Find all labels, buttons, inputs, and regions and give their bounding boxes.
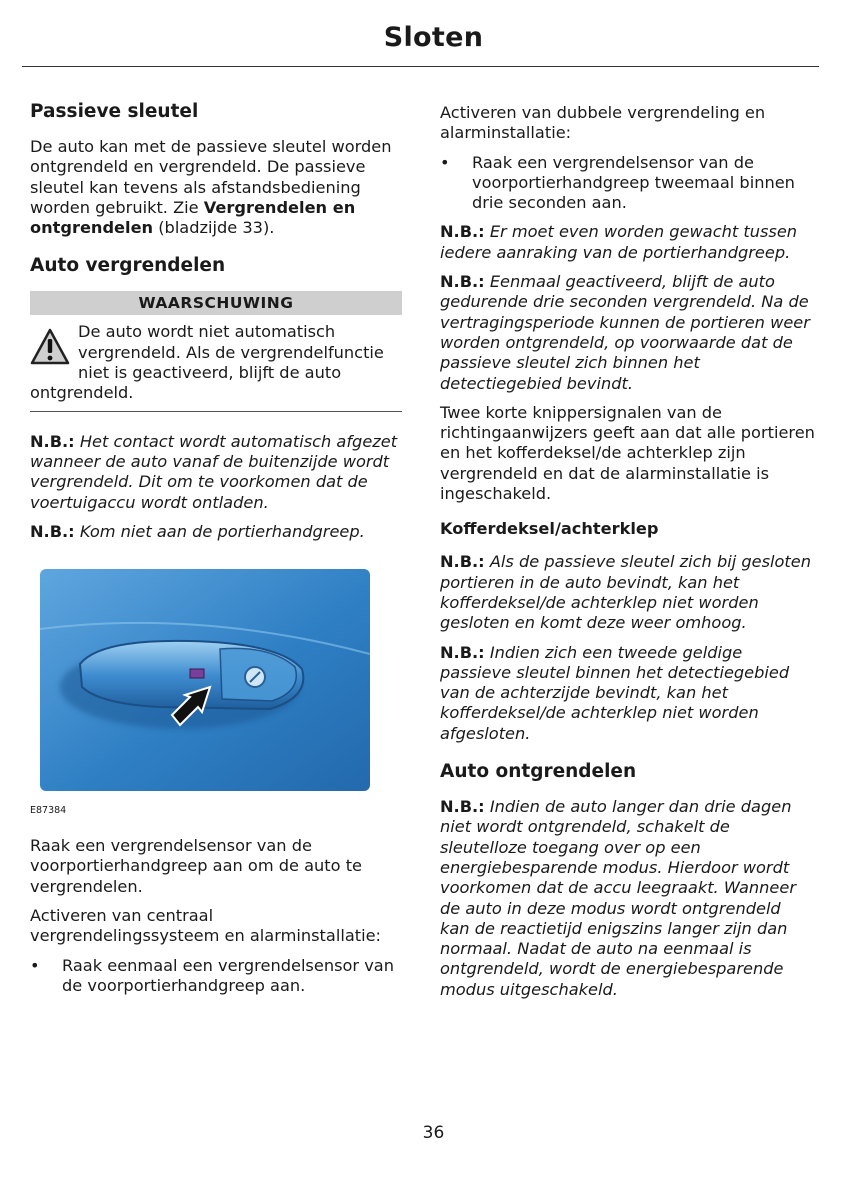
paragraph-touch-sensor: Raak een vergrendelsensor van de voorportierhandgreep aan om de auto te vergrendelen.	[30, 836, 363, 896]
figure-label: E87384	[30, 805, 67, 817]
right-column	[440, 100, 815, 1009]
list-item-text: Raak een vergrendelsensor van de voorportierhandgreep tweemaal binnen drie seconden aan.	[472, 152, 795, 213]
note-ignition	[30, 432, 402, 513]
heading-trunk: Kofferdeksel/achterklep	[440, 519, 659, 539]
list-item-text: Raak eenmaal een vergrendelsensor van de voorportierhandgreep aan.	[62, 955, 394, 995]
bullet-icon: •	[440, 152, 450, 172]
note-wait	[440, 222, 815, 263]
note-text: Indien de auto langer dan drie dagen niet wordt ontgrendeld, schakelt de sleutelloze toegang over op een energiebesparende modus. Hierdoor wordt voorkomen dat de accu leegraakt. Wanneer de auto in deze modus wordt ontgrendeld kan de reactietijd enigszins langer zijn dan normaal. Nadat de auto na eenmaal is ontgrendeld, wordt de energiebesparende modus uitgeschakeld.	[440, 797, 796, 999]
paragraph-indicators: Twee korte knippersignalen van de richtingaanwijzers geeft aan dat alle portieren en het kofferdeksel/de achterklep zijn vergrendeld en dat de alarminstallatie is ingeschakeld.	[440, 402, 815, 504]
page-title: Sloten	[383, 22, 484, 53]
warning-divider	[30, 411, 402, 412]
heading-passive-key: Passieve sleutel	[30, 101, 199, 122]
note-label: N.B.:	[30, 431, 75, 451]
note-activated	[440, 272, 815, 394]
header-divider	[22, 66, 819, 67]
list-item	[30, 956, 402, 997]
cross-reference-link[interactable]: Vergrendelen en ontgrendelen	[30, 197, 356, 238]
text: De auto kan met de passieve sleutel worden ontgrendeld en vergrendeld. De passieve sleutel kan tevens als afstandsbediening worden gebruikt. Zie	[30, 137, 392, 217]
note-label: N.B.:	[440, 797, 485, 817]
left-column	[30, 100, 402, 1005]
note-second-key	[440, 643, 815, 744]
list-item	[440, 153, 815, 214]
text: (bladzijde 33).	[153, 218, 275, 238]
note-label: N.B.:	[440, 642, 485, 662]
paragraph-double-locking: Activeren van dubbele vergrendeling en alarminstallatie:	[440, 103, 766, 143]
note-text: Er moet even worden gewacht tussen iedere aanraking van de portierhandgreep.	[440, 222, 798, 262]
note-label: N.B.:	[30, 521, 75, 541]
paragraph-central-locking: Activeren van centraal vergrendelingssysteem en alarminstallatie:	[30, 906, 381, 946]
note-energy-saving	[440, 797, 815, 1000]
warning-text: De auto wordt niet automatisch vergrendeld. Als de vergrendelfunctie niet is geactiveerd, blijft de auto ontgrendeld.	[30, 322, 384, 403]
note-key-inside	[440, 552, 815, 633]
warning-box	[30, 322, 402, 403]
warning-triangle-icon	[30, 326, 70, 368]
paragraph-passive-key	[30, 137, 402, 238]
note-text: Als de passieve sleutel zich bij gesloten portieren in de auto bevindt, kan het kofferdeksel/de achterklep niet worden gesloten en komt deze weer omhoog.	[440, 552, 811, 633]
note-label: N.B.:	[440, 272, 485, 292]
heading-lock-car: Auto vergrendelen	[30, 255, 226, 277]
note-text: Indien zich een tweede geldige passieve sleutel binnen het detectiegebied van de achterzijde bevindt, kan het kofferdeksel/de achterklep niet worden afgesloten.	[440, 642, 790, 743]
note-handle	[30, 522, 402, 542]
note-text: Het contact wordt automatisch afgezet wanneer de auto vanaf de buitenzijde wordt vergrendeld. Dit om te voorkomen dat de voertuigaccu wordt ontladen.	[30, 431, 398, 512]
note-label: N.B.:	[440, 552, 485, 572]
heading-unlock-car: Auto ontgrendelen	[440, 761, 637, 783]
page-number: 36	[422, 1123, 445, 1143]
warning-heading: WAARSCHUWING	[30, 291, 402, 315]
door-handle-illustration	[40, 569, 370, 791]
note-label: N.B.:	[440, 222, 485, 242]
note-text: Kom niet aan de portierhandgreep.	[74, 521, 365, 541]
note-text: Eenmaal geactiveerd, blijft de auto gedurende drie seconden vergrendeld. Na de vertragingsperiode kunnen de portieren weer worden ontgrendeld, op voorwaarde dat de passieve sleutel zich binnen het detectiegebied bevindt.	[440, 272, 810, 393]
bullet-icon: •	[30, 955, 40, 975]
